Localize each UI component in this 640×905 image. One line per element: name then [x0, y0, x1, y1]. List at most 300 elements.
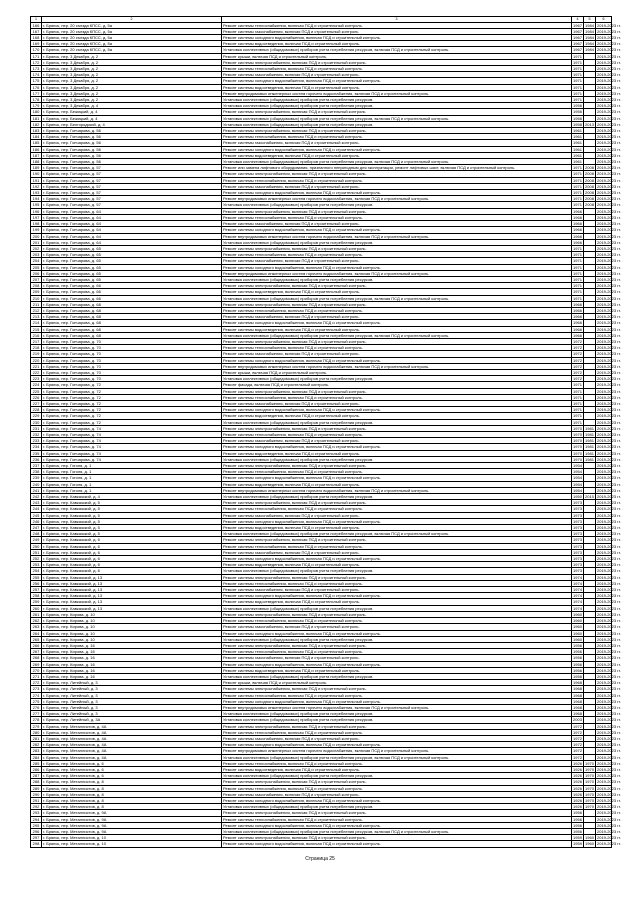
work-type-cell: Ремонт системы электроснабжения, включая ПСД и строительный контроль. — [222, 574, 572, 580]
row-number-cell: 223 — [31, 376, 42, 382]
period-cell: 2019-2023 гг. — [597, 376, 621, 382]
build-year-cell: 1970 — [573, 438, 582, 444]
period-cell: 2019-2023 гг. — [597, 66, 621, 72]
row-number-cell: 193 — [31, 190, 42, 196]
row-number-cell: 218 — [31, 345, 42, 351]
period-cell: 2019-2023 гг. — [597, 53, 621, 59]
row-number-cell: 271 — [31, 673, 42, 679]
period-cell: 2019-2023 гг. — [597, 258, 621, 264]
work-type-cell: Ремонт системы газоснабжения, включая ПСД и строительный контроль. — [222, 735, 572, 741]
work-type-cell: Ремонт системы теплоснабжения, включая ПСД и строительный контроль. — [222, 785, 572, 791]
build-year-cell: 1954 — [573, 487, 582, 493]
work-type-cell: Ремонт системы теплоснабжения, включая ПСД и строительный контроль. — [222, 432, 572, 438]
work-type-cell: Установка коллективных (общедомовых) приборов учета потребления ресурсов. — [222, 202, 572, 208]
build-year-cell: 1971 — [573, 388, 582, 394]
row-number-cell: 202 — [31, 245, 42, 251]
address-cell: г. Брянск, пер. Металлистов, д. 4А — [42, 735, 222, 741]
row-number-cell: 216 — [31, 332, 42, 338]
period-cell: 2019-2023 гг. — [597, 773, 621, 779]
build-year-cell: 1971 — [573, 196, 582, 202]
address-cell: г. Брянск, пер. Гончарова, д. 74 — [42, 438, 222, 444]
address-cell: г. Брянск, пер. Кирова, д. 16 — [42, 661, 222, 667]
address-cell: г. Брянск, пер. Гончарова, д. 72 — [42, 382, 222, 388]
period-cell: 2019-2023 гг. — [597, 537, 621, 543]
period-cell: 2019-2023 гг. — [597, 835, 621, 841]
period-cell: 2019-2023 гг. — [597, 667, 621, 673]
overhaul-year-cell: 2008 — [585, 196, 594, 202]
work-type-cell: Ремонт системы холодного водоснабжения, включая ПСД и строительный контроль. — [222, 698, 572, 704]
build-year-cell: 1960 — [573, 636, 582, 642]
work-type-cell: Ремонт системы газоснабжения, включая ПСД и строительный контроль. — [222, 258, 572, 264]
period-cell: 2019-2023 гг. — [597, 165, 621, 171]
address-cell: г. Брянск, пер. Гончарова, д. 57 — [42, 171, 222, 177]
row-number-cell: 182 — [31, 121, 42, 127]
address-cell: г. Брянск, пер. Гончарова, д. 72 — [42, 394, 222, 400]
build-year-cell: 1966 — [573, 239, 582, 245]
build-year-cell: 1971 — [573, 90, 582, 96]
period-cell: 2019-2023 гг. — [597, 624, 621, 630]
work-type-cell: Установка коллективных (общедомовых) приборов учета потребления ресурсов, включая ПСД и строительный контроль. — [222, 159, 572, 165]
row-number-cell: 206 — [31, 270, 42, 276]
work-type-cell: Ремонт системы теплоснабжения, включая ПСД и строительный контроль. — [222, 22, 572, 28]
period-cell: 2019-2023 гг. — [597, 444, 621, 450]
address-cell: г. Брянск, пер. Кавказский, д. 6 — [42, 549, 222, 555]
work-type-cell: Установка коллективных (общедомовых) приборов учета потребления ресурсов. — [222, 711, 572, 717]
address-cell: г. Брянск, пер. Гончарова, д. 70 — [42, 345, 222, 351]
address-cell: г. Брянск, пер. Гончарова, д. 72 — [42, 413, 222, 419]
build-year-cell: 1970 — [573, 450, 582, 456]
build-year-cell: 1971 — [573, 258, 582, 264]
overhaul-year-cell: 1970 — [585, 804, 594, 810]
address-cell: г. Брянск, пер. 20 съезда КПСС, д. 5а — [42, 35, 222, 41]
period-cell: 2019-2023 гг. — [597, 729, 621, 735]
build-year-cell: 1971 — [573, 394, 582, 400]
address-cell: г. Брянск, пер. 3 Декабря, д. 2 — [42, 66, 222, 72]
address-cell: г. Брянск, пер. Металлистов, д. 6 — [42, 766, 222, 772]
address-cell: г. Брянск, пер. Гончарова, д. 64 — [42, 208, 222, 214]
build-year-cell: 1974 — [573, 580, 582, 586]
work-type-cell: Ремонт системы холодного водоснабжения, включая ПСД и строительный контроль. — [222, 78, 572, 84]
period-cell: 2019-2023 гг. — [597, 109, 621, 115]
build-year-cell: 1926 — [573, 766, 582, 772]
build-year-cell: 1966 — [573, 214, 582, 220]
row-number-cell: 250 — [31, 543, 42, 549]
row-number-cell: 256 — [31, 580, 42, 586]
address-cell: г. Брянск, пер. 3 Декабря, д. 2 — [42, 72, 222, 78]
build-year-cell: 1971 — [573, 72, 582, 78]
work-type-cell: Ремонт системы холодного водоснабжения, включая ПСД и строительный контроль. — [222, 190, 572, 196]
build-year-cell: 1972 — [573, 369, 582, 375]
header-cell-build-year: 4 — [572, 17, 584, 23]
period-cell: 2019-2023 гг. — [597, 382, 621, 388]
row-number-cell: 212 — [31, 307, 42, 313]
row-number-cell: 219 — [31, 351, 42, 357]
row-number-cell: 259 — [31, 599, 42, 605]
build-year-cell: 1961 — [573, 152, 582, 158]
address-cell: г. Брянск, пер. Гончарова, д. 57 — [42, 202, 222, 208]
work-type-cell: Установка коллективных (общедомовых) приборов учета потребления ресурсов. — [222, 568, 572, 574]
address-cell: г. Брянск, пер. Кавказский, д. 5 — [42, 525, 222, 531]
address-cell: г. Брянск, пер. Кавказский, д. 13 — [42, 593, 222, 599]
work-type-cell: Ремонт системы холодного водоснабжения, включая ПСД и строительный контроль. — [222, 661, 572, 667]
address-cell: г. Брянск, пер. Гончарова, д. 56 — [42, 159, 222, 165]
address-cell: г. Брянск, пер. Металлистов, д. 8 — [42, 797, 222, 803]
table-row — [31, 841, 612, 847]
period-cell: 2019-2023 гг. — [597, 680, 621, 686]
address-cell: г. Брянск, пер. 20 съезда КПСС, д. 5а — [42, 28, 222, 34]
row-number-cell: 230 — [31, 419, 42, 425]
address-cell: г. Брянск, пер. 20 съезда КПСС, д. 5а — [42, 47, 222, 53]
work-type-cell: Ремонт системы водоотведения, включая ПСД и строительный контроль. — [222, 326, 572, 332]
row-number-cell: 294 — [31, 816, 42, 822]
row-number-cell: 242 — [31, 494, 42, 500]
address-cell: г. Брянск, пер. Металлистов, д. 9А — [42, 822, 222, 828]
period-cell: 2019-2023 гг. — [597, 152, 621, 158]
period-cell: 2019-2023 гг. — [597, 469, 621, 475]
period-cell: 2019-2023 гг. — [597, 779, 621, 785]
address-cell: г. Брянск, пер. Кавказский, д. 6 — [42, 556, 222, 562]
period-cell: 2019-2023 гг. — [597, 494, 621, 500]
row-number-cell: 254 — [31, 568, 42, 574]
address-cell: г. Брянск, пер. Литейный, д. 3 — [42, 680, 222, 686]
work-type-cell: Ремонт системы водоотведения, включая ПСД и строительный контроль. — [222, 562, 572, 568]
row-number-cell: 231 — [31, 425, 42, 431]
period-cell: 2019-2023 гг. — [597, 698, 621, 704]
row-number-cell: 273 — [31, 686, 42, 692]
work-type-cell: Ремонт системы холодного водоснабжения, включая ПСД и строительный контроль. — [222, 227, 572, 233]
work-type-cell: Ремонт системы газоснабжения, включая ПСД и строительный контроль. — [222, 72, 572, 78]
address-cell: г. Брянск, пер. Кавказский, д. 6 — [42, 537, 222, 543]
work-type-cell: Ремонт системы холодного водоснабжения, включая ПСД и строительный контроль. — [222, 444, 572, 450]
row-number-cell: 241 — [31, 487, 42, 493]
period-cell: 2019-2023 гг. — [597, 804, 621, 810]
row-number-cell: 199 — [31, 227, 42, 233]
work-type-cell: Ремонт системы электроснабжения, включая ПСД и строительный контроль — [222, 109, 572, 115]
build-year-cell: 1954 — [573, 463, 582, 469]
work-type-cell: Ремонт системы газоснабжения, включая ПСД и строительный контроль. — [222, 624, 572, 630]
work-type-cell: Ремонт системы теплоснабжения, включая ПСД и строительный контроль. — [222, 816, 572, 822]
work-type-cell: Ремонт системы водоотведения, включая ПСД и строительный контроль. — [222, 481, 572, 487]
build-year-cell: 1960 — [573, 630, 582, 636]
address-cell: г. Брянск, пер. Кирова, д. 16 — [42, 673, 222, 679]
work-type-cell: Ремонт системы электроснабжения, включая ПСД и строительный контроль. — [222, 642, 572, 648]
address-cell: г. Брянск, пер. Гончарова, д. 68 — [42, 326, 222, 332]
work-type-cell: Ремонт системы водоотведения, включая ПСД и строительный контроль. — [222, 289, 572, 295]
address-cell: г. Брянск, пер. Кавказский, д. 5 — [42, 531, 222, 537]
work-type-cell: Ремонт системы теплоснабжения, включая ПСД и строительный контроль. — [222, 618, 572, 624]
row-number-cell: 180 — [31, 109, 42, 115]
build-year-cell: 1956 — [573, 661, 582, 667]
row-number-cell: 237 — [31, 463, 42, 469]
page-number-label: Страница 25 — [305, 856, 335, 862]
address-cell: г. Брянск, пер. Литейный, д. 3 — [42, 704, 222, 710]
address-cell: г. Брянск, пер. Гончарова, д. 57 — [42, 165, 222, 171]
address-cell: г. Брянск, пер. Гоголя, д. 1 — [42, 475, 222, 481]
address-cell: г. Брянск, пер. 20 съезда КПСС, д. 5а — [42, 22, 222, 28]
address-cell: г. Брянск, пер. Металлистов, д. 8 — [42, 804, 222, 810]
work-type-cell: Ремонт системы водоотведения, включая ПСД и строительный контроль. — [222, 599, 572, 605]
row-number-cell: 279 — [31, 723, 42, 729]
overhaul-year-cell: 1981 — [585, 456, 594, 462]
address-cell: г. Брянск, пер. 3 Декабря, д. 2 — [42, 53, 222, 59]
row-number-cell: 277 — [31, 711, 42, 717]
row-number-cell: 272 — [31, 680, 42, 686]
row-number-cell: 285 — [31, 760, 42, 766]
period-cell: 2019-2023 гг. — [597, 208, 621, 214]
work-type-cell: Ремонт системы электроснабжения, включая ПСД и строительный контроль. — [222, 810, 572, 816]
period-cell: 2019-2023 гг. — [597, 363, 621, 369]
work-type-cell: Установка коллективных (общедомовых) приборов учета потребления ресурсов. — [222, 276, 572, 282]
build-year-cell: 1926 — [573, 791, 582, 797]
work-type-cell: Ремонт системы водоотведения, включая ПСД и строительный контроль. — [222, 525, 572, 531]
row-number-cell: 196 — [31, 208, 42, 214]
period-cell: 2019-2023 гг. — [597, 611, 621, 617]
row-number-cell: 283 — [31, 748, 42, 754]
work-type-cell: Ремонт системы электроснабжения, включая ПСД и строительный контроль. — [222, 208, 572, 214]
period-cell: 2019-2023 гг. — [597, 78, 621, 84]
build-year-cell: 1970 — [573, 444, 582, 450]
work-type-cell: Установка коллективных (общедомовых) приборов учета потребления ресурсов. — [222, 773, 572, 779]
overhaul-year-cell: 1984 — [585, 35, 594, 40]
work-type-cell: Ремонт внутридомовых инженерных систем горячего водоснабжения, включая ПСД и строительный контроль. — [222, 748, 572, 754]
row-number-cell: 213 — [31, 314, 42, 320]
period-cell: 2019-2023 гг. — [597, 822, 621, 828]
build-year-cell: 1971 — [573, 419, 582, 425]
period-cell: 2019-2023 гг. — [597, 264, 621, 270]
row-number-cell: 267 — [31, 649, 42, 655]
period-cell: 2019-2023 гг. — [597, 221, 621, 227]
period-cell: 2019-2023 гг. — [597, 599, 621, 605]
build-year-cell: 1972 — [573, 338, 582, 344]
overhaul-year-cell: 2010 — [585, 494, 594, 500]
period-cell: 2019-2023 гг. — [597, 574, 621, 580]
address-cell: г. Брянск, пер. Металлистов, д. 8 — [42, 779, 222, 785]
overhaul-year-cell: 1970 — [585, 785, 594, 791]
period-cell: 2019-2023 гг. — [597, 432, 621, 437]
address-cell: г. Брянск, пер. Кирова, д. 10 — [42, 624, 222, 630]
address-cell: г. Брянск, пер. Металлистов, д. 6 — [42, 760, 222, 766]
row-number-cell: 282 — [31, 742, 42, 748]
build-year-cell: 1973 — [573, 518, 582, 524]
row-number-cell: 247 — [31, 525, 42, 531]
work-type-cell: Ремонт внутридомовых инженерных систем горячего водоснабжения, включая ПСД и строительный контроль. — [222, 363, 572, 369]
address-cell: г. Брянск, пер. Кирова, д. 10 — [42, 630, 222, 636]
row-number-cell: 191 — [31, 177, 42, 183]
row-number-cell: 201 — [31, 239, 42, 245]
row-number-cell: 263 — [31, 624, 42, 630]
period-cell: 2019-2023 гг. — [597, 618, 621, 624]
address-cell: г. Брянск, пер. Металлистов, д. 4А — [42, 754, 222, 760]
build-year-cell: 1968 — [573, 686, 582, 692]
build-year-cell: 1926 — [573, 797, 582, 803]
row-number-cell: 264 — [31, 630, 42, 636]
build-year-cell: 1967 — [573, 28, 582, 34]
address-cell: г. Брянск, пер. Гончарова, д. 74 — [42, 450, 222, 456]
address-cell: г. Брянск, пер. Гончарова, д. 72 — [42, 388, 222, 394]
build-year-cell: 1926 — [573, 773, 582, 779]
build-year-cell: 1971 — [573, 165, 582, 171]
period-cell: 2019-2023 гг. — [597, 642, 621, 648]
period-cell: 2019-2023 гг. — [597, 717, 621, 723]
address-cell: г. Брянск, пер. Гончарова, д. 65 — [42, 270, 222, 276]
build-year-cell: 1966 — [573, 320, 582, 326]
build-year-cell: 1961 — [573, 134, 582, 140]
address-cell: г. Брянск, пер. Гончарова, д. 74 — [42, 432, 222, 438]
build-year-cell: 1960 — [573, 618, 582, 624]
period-cell: 2019-2023 гг. — [597, 562, 621, 568]
period-cell: 2019-2023 гг. — [597, 90, 621, 96]
build-year-cell: 1972 — [573, 748, 582, 754]
work-type-cell: Ремонт системы водоотведения, включая ПСД и строительный контроль. — [222, 413, 572, 419]
period-cell: 2019-2023 гг. — [597, 475, 621, 481]
build-year-cell: 1956 — [573, 822, 582, 828]
build-year-cell: 1956 — [573, 103, 582, 109]
period-cell: 2019-2023 гг. — [597, 84, 621, 90]
work-type-cell: Установка коллективных (общедомовых) приборов учета потребления ресурсов, включая ПСД и строительный контроль. — [222, 295, 572, 301]
address-cell: г. Брянск, пер. Гончарова, д. 66 — [42, 295, 222, 301]
address-cell: г. Брянск, пер. Металлистов, д. 10 — [42, 841, 222, 847]
period-cell: 2019-2023 гг. — [597, 704, 621, 710]
work-type-cell: Ремонт системы газоснабжения, включая ПСД и строительный контроль. — [222, 221, 572, 227]
build-year-cell: 1968 — [573, 692, 582, 698]
address-cell: г. Брянск, пер. Гончарова, д. 57 — [42, 183, 222, 189]
period-cell: 2019-2023 гг. — [597, 171, 621, 177]
address-cell: г. Брянск, пер. Гончарова, д. 74 — [42, 425, 222, 431]
period-cell: 2019-2023 гг. — [597, 593, 621, 599]
period-cell: 2019-2023 гг. — [597, 140, 621, 146]
work-type-cell: Ремонт системы теплоснабжения, включая ПСД и строительный контроль. — [222, 345, 572, 351]
build-year-cell: 1967 — [573, 22, 582, 28]
row-number-cell: 192 — [31, 183, 42, 189]
row-number-cell: 214 — [31, 320, 42, 326]
work-type-cell: Ремонт системы газоснабжения, включая ПСД и строительный контроль. — [222, 655, 572, 661]
address-cell: г. Брянск, пер. Гончарова, д. 72 — [42, 400, 222, 406]
row-number-cell: 269 — [31, 661, 42, 667]
build-year-cell: 1973 — [573, 506, 582, 512]
work-type-cell: Ремонт системы электроснабжения, включая ПСД и строительный контроль. — [222, 128, 572, 134]
build-year-cell: 1971 — [573, 264, 582, 270]
build-year-cell: 1972 — [573, 754, 582, 760]
work-type-cell: Ремонт системы электроснабжения, включая ПСД и строительный контроль. — [222, 338, 572, 344]
address-cell: г. Брянск, пер. Металлистов, д. 4А — [42, 723, 222, 729]
build-year-cell: 2003 — [573, 717, 582, 723]
period-cell: 2019-2023 гг. — [597, 413, 621, 419]
address-cell: г. Брянск, пер. Кирова, д. 16 — [42, 667, 222, 673]
row-number-cell: 255 — [31, 574, 42, 580]
work-type-cell: Установка коллективных (общедомовых) приборов учета потребления ресурсов, включая ПСД и строительный контроль. — [222, 829, 572, 835]
row-number-cell: 181 — [31, 115, 42, 121]
work-type-cell: Ремонт внутридомовых инженерных систем горячего водоснабжения, включая ПСД и строительный контроль. — [222, 196, 572, 202]
build-year-cell: 1968 — [573, 704, 582, 710]
work-type-cell: Ремонт системы электроснабжения, включая ПСД и строительный контроль. — [222, 500, 572, 506]
build-year-cell: 1926 — [573, 804, 582, 810]
period-cell: 2019-2023 гг. — [597, 549, 621, 555]
address-cell: г. Брянск, пер. Кавказский, д. 4 — [42, 494, 222, 500]
work-type-cell: Установка коллективных (общедомовых) приборов учета потребления ресурсов. — [222, 419, 572, 425]
address-cell: г. Брянск, пер. 3 Декабря, д. 2 — [42, 59, 222, 65]
row-number-cell: 257 — [31, 587, 42, 593]
build-year-cell: 1956 — [573, 642, 582, 648]
row-number-cell: 238 — [31, 469, 42, 475]
period-cell: 2019-2023 гг. — [597, 227, 621, 233]
row-number-cell: 297 — [31, 835, 42, 841]
row-number-cell: 292 — [31, 804, 42, 810]
address-cell: г. Брянск, пер. Гончарова, д. 68 — [42, 307, 222, 313]
overhaul-year-cell: 1970 — [585, 760, 594, 766]
address-cell: г. Брянск, пер. Кавказский, д. 5 — [42, 512, 222, 518]
address-cell: г. Брянск, пер. Кавказский, д. 6 — [42, 543, 222, 549]
build-year-cell: 1971 — [573, 183, 582, 189]
address-cell: г. Брянск, пер. Бежицкий, д. 4 — [42, 115, 222, 121]
build-year-cell: 1971 — [573, 407, 582, 413]
work-type-cell: Ремонт системы газоснабжения, включая ПСД и строительный контроль. — [222, 140, 572, 146]
period-cell: 2019-2023 гг. — [597, 301, 621, 307]
work-type-cell: Ремонт системы теплоснабжения, включая ПСД и строительный контроль. — [222, 134, 572, 140]
row-number-cell: 284 — [31, 754, 42, 760]
address-cell: г. Брянск, пер. Кавказский, д. 5 — [42, 506, 222, 512]
address-cell: г. Брянск, пер. Гончарова, д. 70 — [42, 363, 222, 369]
address-cell: г. Брянск, пер. 3 Декабря, д. 4 — [42, 103, 222, 109]
work-type-cell: Ремонт системы холодного водоснабжения, включая ПСД и строительный контроль. — [222, 475, 572, 481]
period-cell: 2019-2023 гг. — [597, 214, 621, 220]
address-cell: г. Брянск, пер. Гончарова, д. 68 — [42, 332, 222, 338]
address-cell: г. Брянск, пер. Гончарова, д. 57 — [42, 190, 222, 196]
build-year-cell: 1966 — [573, 221, 582, 227]
row-number-cell: 233 — [31, 438, 42, 444]
period-cell: 2019-2023 гг. — [597, 673, 621, 679]
period-cell: 2019-2023 гг. — [597, 785, 621, 791]
work-type-cell: Ремонт системы электроснабжения, включая ПСД и строительный контроль. — [222, 245, 572, 251]
address-cell: г. Брянск, пер. Кирова, д. 10 — [42, 636, 222, 642]
work-type-cell: Ремонт системы теплоснабжения, включая ПСД и строительный контроль. — [222, 692, 572, 698]
build-year-cell: 1971 — [573, 202, 582, 208]
build-year-cell: 1968 — [573, 698, 582, 704]
work-type-cell: Ремонт системы водоотведения, включая ПСД и строительный контроль. — [222, 152, 572, 158]
overhaul-year-cell: 1984 — [585, 22, 594, 28]
period-cell: 2019-2023 гг. — [597, 425, 621, 431]
address-cell: г. Брянск, пер. Гончарова, д. 64 — [42, 221, 222, 227]
build-year-cell: 1966 — [573, 314, 582, 320]
row-number-cell: 186 — [31, 146, 42, 152]
work-type-cell: Установка коллективных (общедомовых) приборов учета потребления ресурсов. — [222, 121, 572, 127]
build-year-cell: 1971 — [573, 84, 582, 90]
row-number-cell: 276 — [31, 704, 42, 710]
row-number-cell: 258 — [31, 593, 42, 599]
address-cell: г. Брянск, пер. 3 Декабря, д. 2 — [42, 90, 222, 96]
overhaul-year-cell: 2008 — [585, 165, 594, 171]
period-cell: 2019-2023 гг. — [597, 357, 621, 363]
build-year-cell: 1971 — [573, 245, 582, 251]
work-type-cell: Ремонт внутридомовых инженерных систем горячего водоснабжения, включая ПСД и строительный контроль. — [222, 704, 572, 710]
period-cell: 2019-2023 гг. — [597, 525, 621, 531]
build-year-cell: 1967 — [573, 41, 582, 47]
row-number-cell: 176 — [31, 84, 42, 90]
overhaul-year-cell: 2008 — [585, 202, 594, 208]
row-number-cell: 197 — [31, 214, 42, 220]
build-year-cell: 1954 — [573, 469, 582, 475]
build-year-cell: 1954 — [573, 481, 582, 487]
address-cell: г. Брянск, пер. Гончарова, д. 64 — [42, 239, 222, 245]
period-cell: 2019-2023 гг. — [597, 190, 621, 196]
work-type-cell: Ремонт системы холодного водоснабжения, включая ПСД и строительный контроль. — [222, 357, 572, 363]
row-number-cell: 195 — [31, 202, 42, 208]
period-cell: 2019-2023 гг. — [597, 407, 621, 413]
row-number-cell: 275 — [31, 698, 42, 704]
row-number-cell: 208 — [31, 283, 42, 289]
row-number-cell: 266 — [31, 642, 42, 648]
address-cell: г. Брянск, пер. 3 Декабря, д. 2 — [42, 84, 222, 90]
build-year-cell: 1971 — [573, 295, 582, 301]
